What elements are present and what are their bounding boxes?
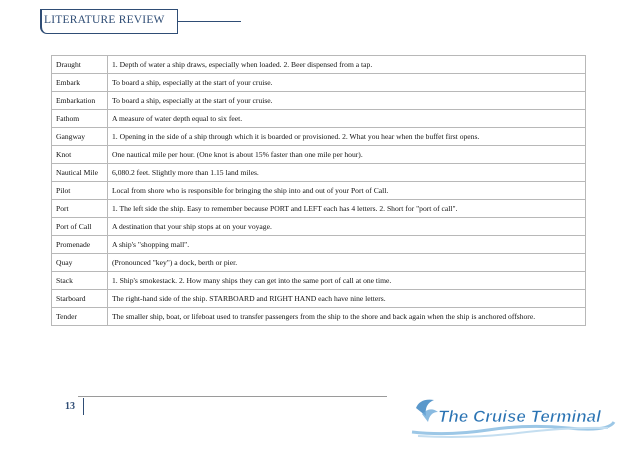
glossary-definition: 1. The left side the ship. Easy to remember because PORT and LEFT each has 4 letters. 2. Short for "port of call". bbox=[108, 200, 586, 218]
page-header-title: LITERATURE REVIEW bbox=[44, 14, 165, 26]
glossary-definition: A measure of water depth equal to six feet. bbox=[108, 110, 586, 128]
glossary-definition: One nautical mile per hour. (One knot is about 15% faster than one mile per hour). bbox=[108, 146, 586, 164]
glossary-term: Gangway bbox=[52, 128, 108, 146]
glossary-body bbox=[52, 56, 586, 326]
glossary-definition: Local from shore who is responsible for bringing the ship into and out of your Port of Call. bbox=[108, 182, 586, 200]
glossary-definition: A ship's "shopping mall". bbox=[108, 236, 586, 254]
glossary-definition: 1. Opening in the side of a ship through which it is boarded or provisioned. 2. What you hear when the buffet first opens. bbox=[108, 128, 586, 146]
glossary-definition: 1. Depth of water a ship draws, especially when loaded. 2. Beer dispensed from a tap. bbox=[108, 56, 586, 74]
glossary-term: Nautical Mile bbox=[52, 164, 108, 182]
table-row bbox=[52, 74, 586, 92]
footer-rule bbox=[78, 396, 387, 397]
glossary-term: Port bbox=[52, 200, 108, 218]
table-row bbox=[52, 308, 586, 326]
glossary-term: Port of Call bbox=[52, 218, 108, 236]
glossary-term: Embark bbox=[52, 74, 108, 92]
glossary-term: Knot bbox=[52, 146, 108, 164]
table-row bbox=[52, 146, 586, 164]
glossary-term: Stack bbox=[52, 272, 108, 290]
glossary-term: Quay bbox=[52, 254, 108, 272]
glossary-table bbox=[51, 55, 586, 326]
glossary-term: Tender bbox=[52, 308, 108, 326]
glossary-definition: The right-hand side of the ship. STARBOARD and RIGHT HAND each have nine letters. bbox=[108, 290, 586, 308]
table-row bbox=[52, 56, 586, 74]
glossary-term: Fathom bbox=[52, 110, 108, 128]
table-row bbox=[52, 92, 586, 110]
glossary-definition: A destination that your ship stops at on your voyage. bbox=[108, 218, 586, 236]
glossary-term: Draught bbox=[52, 56, 108, 74]
table-row bbox=[52, 182, 586, 200]
table-row bbox=[52, 272, 586, 290]
glossary-term: Starboard bbox=[52, 290, 108, 308]
table-row bbox=[52, 218, 586, 236]
glossary-definition: 1. Ship's smokestack. 2. How many ships they can get into the same port of call at one time. bbox=[108, 272, 586, 290]
logo-text: The Cruise Terminal bbox=[438, 407, 601, 426]
glossary-definition: To board a ship, especially at the start of your cruise. bbox=[108, 74, 586, 92]
table-row bbox=[52, 110, 586, 128]
glossary-definition: The smaller ship, boat, or lifeboat used to transfer passengers from the ship to the shore and back again when the ship is anchored offshore. bbox=[108, 308, 586, 326]
table-row bbox=[52, 254, 586, 272]
glossary-term: Pilot bbox=[52, 182, 108, 200]
glossary-definition: 6,080.2 feet. Slightly more than 1.15 land miles. bbox=[108, 164, 586, 182]
header-rule bbox=[178, 21, 241, 22]
page-number-bar bbox=[83, 398, 84, 415]
table-row bbox=[52, 164, 586, 182]
table-row bbox=[52, 200, 586, 218]
table-row bbox=[52, 128, 586, 146]
page-number: 13 bbox=[65, 401, 75, 412]
glossary-definition: (Pronounced "key") a dock, berth or pier. bbox=[108, 254, 586, 272]
cruise-terminal-logo bbox=[408, 392, 618, 440]
glossary-definition: To board a ship, especially at the start of your cruise. bbox=[108, 92, 586, 110]
table-row bbox=[52, 236, 586, 254]
glossary-term: Promenade bbox=[52, 236, 108, 254]
glossary-term: Embarkation bbox=[52, 92, 108, 110]
table-row bbox=[52, 290, 586, 308]
